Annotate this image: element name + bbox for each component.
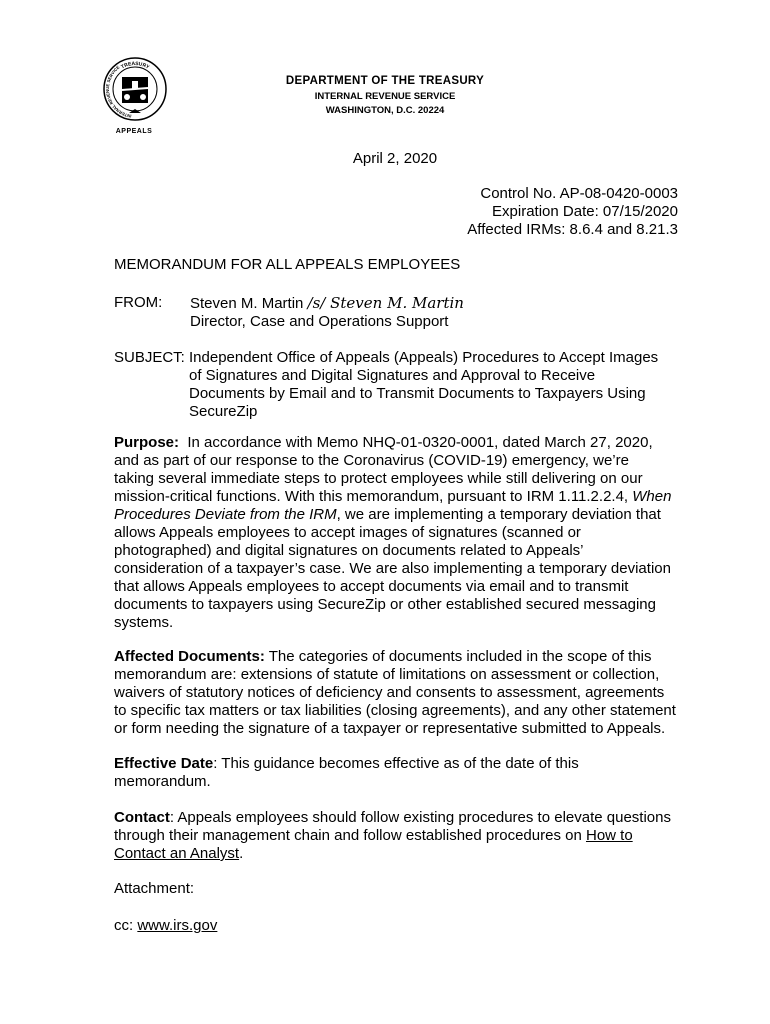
effective-date-section xyxy=(114,755,684,791)
from-title: Director, Case and Operations Support xyxy=(190,313,449,330)
purpose-heading: Purpose: xyxy=(114,434,180,451)
from-line xyxy=(190,294,464,313)
effective-heading: Effective Date xyxy=(114,755,214,772)
cc-line xyxy=(114,917,684,935)
memo-recipients: MEMORANDUM FOR ALL APPEALS EMPLOYEES xyxy=(114,256,461,273)
contact-heading: Contact xyxy=(114,809,170,826)
purpose-line: consideration of a taxpayer’s case. We are also implementing a temporary deviation xyxy=(114,560,671,577)
affected-line: The categories of documents included in the scope of this xyxy=(268,648,652,665)
agency-address: WASHINGTON, D.C. 20224 xyxy=(325,105,445,116)
expiration-date: Expiration Date: 07/15/2020 xyxy=(492,203,678,220)
seal-ring-text-bottom: INTERNAL REVENUE SERVICE xyxy=(104,64,132,119)
seal-label: APPEALS xyxy=(115,128,153,135)
contact-section xyxy=(114,809,684,863)
subject-line: SecureZip xyxy=(189,403,258,420)
from-label: FROM: xyxy=(114,294,163,311)
affected-irms: Affected IRMs: 8.6.4 and 8.21.3 xyxy=(467,221,678,238)
agency-name: DEPARTMENT OF THE TREASURY xyxy=(285,75,485,87)
contact-line: . xyxy=(239,845,244,862)
affected-line: or form needing the signature of a taxpayer or representative submitted to Appeals. xyxy=(114,720,666,737)
memo-date: April 2, 2020 xyxy=(352,150,438,167)
affected-line: memorandum are: extensions of statute of limitations on assessment or collection, xyxy=(114,666,660,683)
effective-line: : This guidance becomes effective as of the date of this xyxy=(213,755,579,772)
affected-line: to specific tax matters or tax liabilities (closing agreements), and any other statement xyxy=(114,702,676,719)
irm-reference: When xyxy=(632,488,672,505)
service-name: INTERNAL REVENUE SERVICE xyxy=(314,91,456,102)
subject-line: Independent Office of Appeals (Appeals) Procedures to Accept Images xyxy=(189,349,659,366)
subject-block xyxy=(114,349,674,421)
subject-text xyxy=(189,349,679,421)
control-number: Control No. AP-08-0420-0003 xyxy=(480,185,678,202)
subject-line: of Signatures and Digital Signatures and Approval to Receive xyxy=(189,367,596,384)
seal-ring-text: TREASURY xyxy=(120,60,151,71)
subject-label: SUBJECT: xyxy=(114,349,185,366)
affected-heading: Affected Documents: xyxy=(114,648,265,665)
how-to-contact-link[interactable]: How to xyxy=(585,827,633,844)
contact-line: : Appeals employees should follow existing procedures to elevate questions xyxy=(169,809,671,826)
purpose-line: documents to taxpayers using SecureZip or other established secured messaging xyxy=(114,596,656,613)
signature: /s/ Steven M. Martin xyxy=(307,294,464,312)
cc-label: cc: xyxy=(114,917,134,934)
affected-documents-section xyxy=(114,648,684,738)
purpose-line: , we are implementing a temporary deviation that xyxy=(336,506,661,523)
purpose-line: that allows Appeals employees to accept documents via email and to transmit xyxy=(114,578,629,595)
purpose-line: allows Appeals employees to accept images of signatures (scanned or xyxy=(114,524,581,541)
purpose-line: and as part of our response to the Coronavirus (COVID-19) emergency, we’re xyxy=(114,452,629,469)
from-name: Steven M. Martin xyxy=(190,295,304,312)
effective-line: memorandum. xyxy=(114,773,211,790)
purpose-section xyxy=(114,434,684,632)
attachment-label: Attachment: xyxy=(114,880,195,897)
purpose-line: In accordance with Memo NHQ-01-0320-0001, dated March 27, 2020, xyxy=(187,434,653,451)
contact-analyst-link[interactable]: Contact an Analyst xyxy=(114,845,240,862)
purpose-line: mission-critical functions. With this memorandum, pursuant to IRM 1.11.2.2.4, xyxy=(114,488,629,505)
purpose-line: systems. xyxy=(114,614,174,631)
purpose-line: photographed) and digital signatures on documents related to Appeals’ xyxy=(114,542,584,559)
subject-line: Documents by Email and to Transmit Documents to Taxpayers Using xyxy=(189,385,646,402)
irm-reference: Procedures Deviate from the IRM xyxy=(114,506,337,523)
irs-website-link[interactable]: www.irs.gov xyxy=(137,917,218,934)
purpose-line: taking several immediate steps to protect employees while still delivering on our xyxy=(114,470,643,487)
affected-line: waivers of statutory notices of deficiency and consents to assessment, agreements xyxy=(114,684,665,701)
contact-line: through their management chain and follow established procedures on xyxy=(114,827,582,844)
